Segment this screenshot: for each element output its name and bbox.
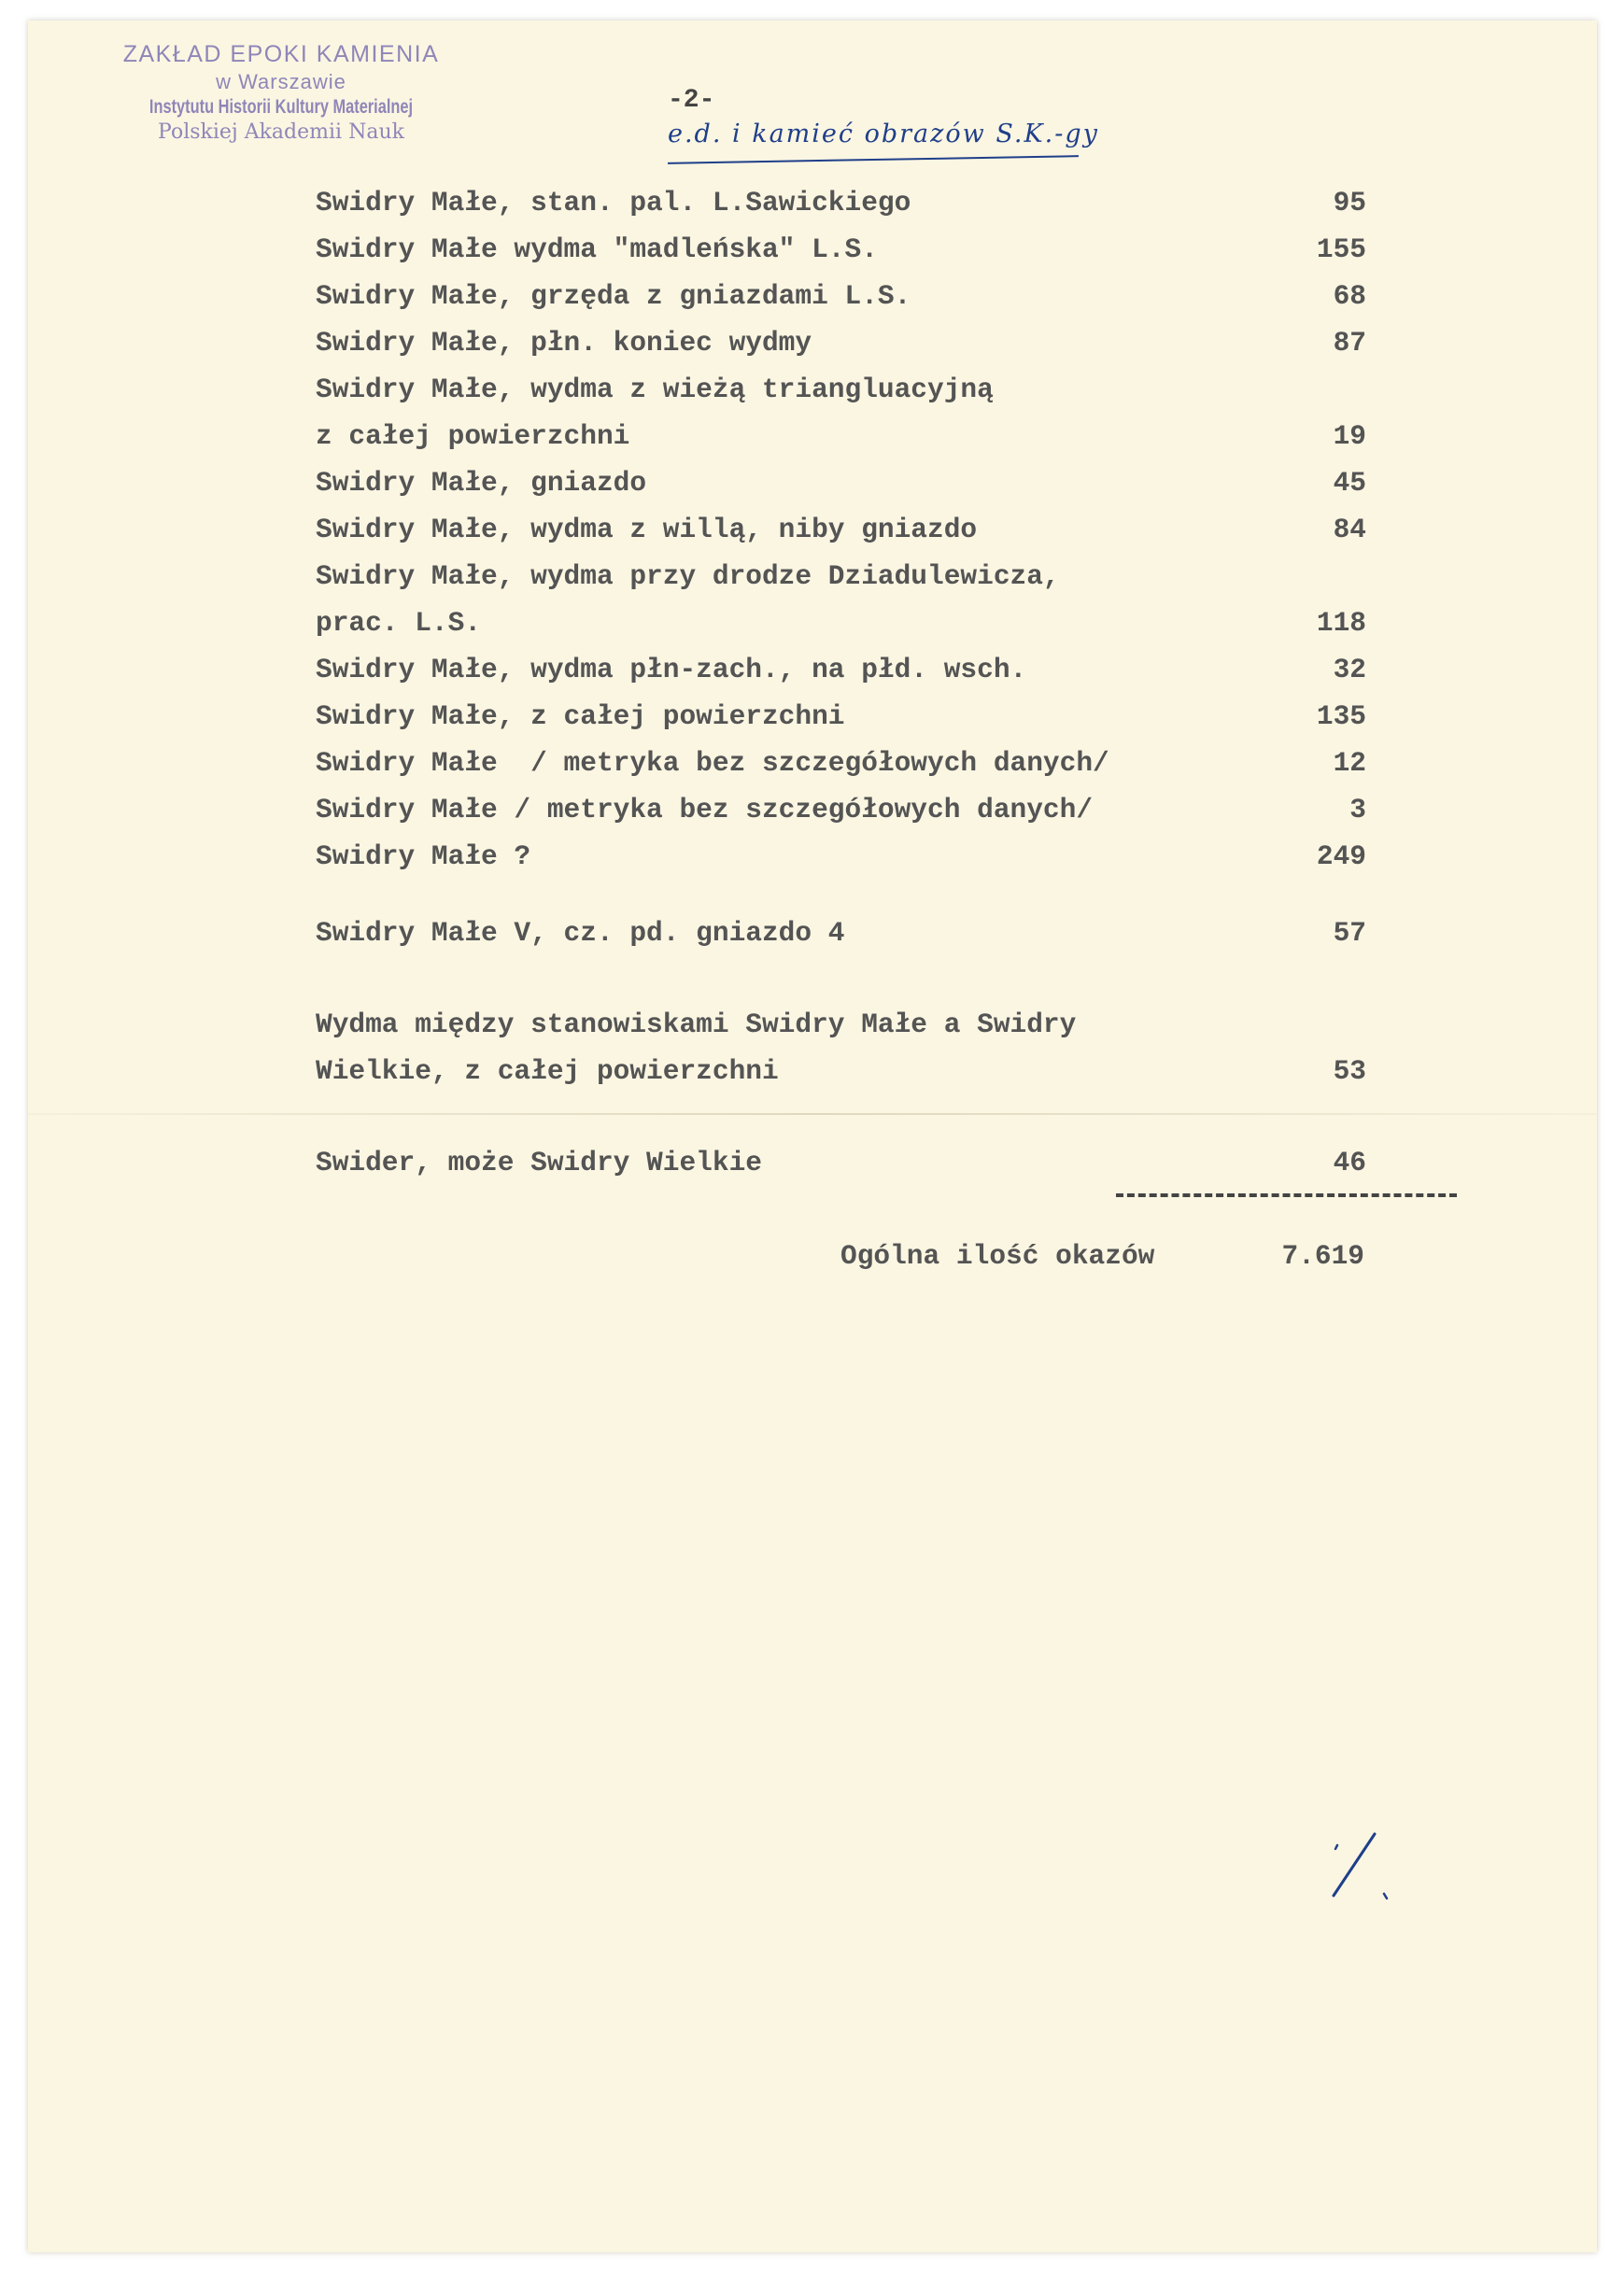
sum-divider xyxy=(1116,1193,1457,1197)
entry-count: 32 xyxy=(1333,654,1366,685)
list-item xyxy=(316,1001,1366,1094)
list-item xyxy=(316,366,1366,459)
entry-description: Swidry Małe ? xyxy=(316,840,531,872)
entry-count: 46 xyxy=(1333,1147,1366,1178)
entry-count: 118 xyxy=(1316,607,1366,639)
entry-description: Swidry Małe, wydma z willą, niby gniazdo xyxy=(316,514,978,545)
list-item xyxy=(316,693,1366,740)
list-item xyxy=(316,319,1366,366)
entry-count: 53 xyxy=(1333,1055,1366,1087)
entry-count: 155 xyxy=(1316,233,1366,265)
list-item xyxy=(316,506,1366,553)
list-item xyxy=(316,226,1366,273)
entry-description: Swidry Małe, płn. koniec wydmy xyxy=(316,327,812,359)
entry-description: Swidry Małe / metryka bez szczegółowych danych/ xyxy=(316,747,1109,779)
list-item xyxy=(316,833,1366,880)
list-item xyxy=(316,910,1366,956)
entry-description: Wydma między stanowiskami Swidry Małe a Swidry Wielkie, z całej powierzchni xyxy=(316,1009,1077,1087)
entry-description: Swidry Małe, wydma z wieżą triangluacyjną z całej powierzchni xyxy=(316,374,994,452)
pen-tick-mark-icon xyxy=(1328,1828,1393,1903)
entry-count: 68 xyxy=(1333,280,1366,312)
stamp-line-3: Instytutu Historii Kultury Materialnej xyxy=(148,96,414,118)
list-item xyxy=(316,273,1366,319)
total-label: Ogólna ilość okazów xyxy=(840,1240,1155,1272)
entry-count: 249 xyxy=(1316,840,1366,872)
institution-stamp xyxy=(90,41,473,144)
handwritten-note-text: e.d. i kamieć obrazów S.K.-gy xyxy=(668,120,1099,148)
list-item xyxy=(316,786,1366,833)
handwritten-note xyxy=(668,120,1099,148)
entry-description: Swidry Małe, wydma płn-zach., na płd. wsch. xyxy=(316,654,1027,685)
entry-description: Swidry Małe, wydma przy drodze Dziadulewicza, prac. L.S. xyxy=(316,560,1060,639)
list-item xyxy=(316,740,1366,786)
stamp-line-4: Polskiej Akademii Nauk xyxy=(158,120,404,144)
entry-count: 57 xyxy=(1333,917,1366,949)
entry-count: 12 xyxy=(1333,747,1366,779)
page-number: -2- xyxy=(668,86,715,115)
total-value: 7.619 xyxy=(1281,1240,1364,1272)
stamp-line-2: w Warszawie xyxy=(216,70,346,93)
entry-description: Swidry Małe wydma "madleńska" L.S. xyxy=(316,233,878,265)
entry-count: 87 xyxy=(1333,327,1366,359)
entry-description: Swidry Małe, stan. pal. L.Sawickiego xyxy=(316,187,911,219)
entry-count: 19 xyxy=(1333,420,1366,452)
stamp-line-1: ZAKŁAD EPOKI KAMIENIA xyxy=(122,41,440,67)
list-item xyxy=(316,179,1366,226)
list-item xyxy=(316,646,1366,693)
list-item xyxy=(316,459,1366,506)
entry-count: 45 xyxy=(1333,467,1366,499)
entry-description: Swidry Małe, z całej powierzchni xyxy=(316,700,845,732)
list-item xyxy=(316,1139,1366,1186)
entry-count: 84 xyxy=(1333,514,1366,545)
entry-description: Swidry Małe V, cz. pd. gniazdo 4 xyxy=(316,917,845,949)
entry-count: 135 xyxy=(1316,700,1366,732)
specimen-list xyxy=(316,179,1366,1186)
entry-description: Swidry Małe, grzęda z gniazdami L.S. xyxy=(316,280,911,312)
entry-description: Swidry Małe, gniazdo xyxy=(316,467,647,499)
entry-description: Swider, może Swidry Wielkie xyxy=(316,1147,762,1178)
entry-count: 95 xyxy=(1333,187,1366,219)
entry-count: 3 xyxy=(1349,794,1366,825)
entry-description: Swidry Małe / metryka bez szczegółowych danych/ xyxy=(316,794,1094,825)
list-item xyxy=(316,553,1366,646)
